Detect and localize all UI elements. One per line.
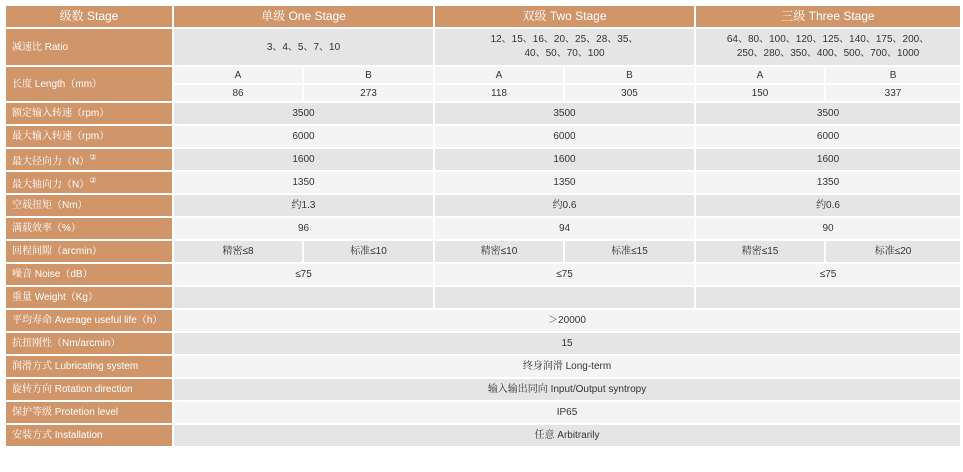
backlash-value: 精密≤8 [173,240,303,263]
no-load-torque-row [5,194,961,217]
length-value: 150 [695,84,825,102]
axial-force-value: 1350 [173,171,434,194]
weight-value [173,286,434,309]
life-row [5,309,961,332]
axial-force-value: 1350 [434,171,695,194]
length-letter: A [173,66,303,84]
no-load-torque-label: 空载扭矩（Nm） [5,194,173,217]
rated-speed-value: 3500 [434,102,695,125]
backlash-value: 精密≤10 [434,240,564,263]
header-row [5,5,961,28]
protection-row [5,401,961,424]
length-value: 305 [564,84,695,102]
radial-force-label-cell [5,148,173,171]
max-speed-value: 6000 [695,125,961,148]
backlash-value: 精密≤15 [695,240,825,263]
ratio-two-stage: 12、15、16、20、25、28、35、40、50、70、100 [434,28,695,66]
rigidity-row [5,332,961,355]
backlash-row [5,240,961,263]
axial-force-note: ② [89,174,97,185]
radial-force-value: 1600 [173,148,434,171]
protection-label: 保护等级 Protetion level [5,401,173,424]
rigidity-value: 15 [173,332,961,355]
radial-force-row [5,148,961,171]
noise-row [5,263,961,286]
axial-force-label-cell [5,171,173,194]
lubrication-row [5,355,961,378]
protection-value: IP65 [173,401,961,424]
radial-force-note: ② [89,151,97,162]
noise-label: 噪音 Noise（dB） [5,263,173,286]
spec-table [4,4,962,448]
efficiency-label: 满载效率（%） [5,217,173,240]
lubrication-value: 终身润滑 Long-term [173,355,961,378]
rated-speed-row [5,102,961,125]
length-letter: A [434,66,564,84]
length-value: 118 [434,84,564,102]
life-label: 平均寿命 Average useful life（h） [5,309,173,332]
efficiency-value: 94 [434,217,695,240]
no-load-torque-value: 约0.6 [695,194,961,217]
lubrication-label: 润滑方式 Lubricating system [5,355,173,378]
length-letter: B [564,66,695,84]
installation-label: 安装方式 Installation [5,424,173,447]
ratio-label: 减速比 Ratio [5,28,173,66]
noise-value: ≤75 [695,263,961,286]
max-speed-label: 最大输入转速（rpm） [5,125,173,148]
rated-speed-label: 额定输入转速（rpm） [5,102,173,125]
backlash-value: 标准≤15 [564,240,695,263]
length-value: 86 [173,84,303,102]
no-load-torque-value: 约0.6 [434,194,695,217]
backlash-value: 标准≤10 [303,240,434,263]
backlash-value: 标准≤20 [825,240,961,263]
installation-row [5,424,961,447]
max-speed-row [5,125,961,148]
efficiency-value: 96 [173,217,434,240]
no-load-torque-value: 约1.3 [173,194,434,217]
max-speed-value: 6000 [173,125,434,148]
radial-force-value: 1600 [434,148,695,171]
rated-speed-value: 3500 [695,102,961,125]
header-three-stage: 三级 Three Stage [695,5,961,28]
ratio-one-stage: 3、4、5、7、10 [173,28,434,66]
rotation-row [5,378,961,401]
header-two-stage: 双级 Two Stage [434,5,695,28]
header-one-stage: 单级 One Stage [173,5,434,28]
length-label: 长度 Length（mm） [5,66,173,102]
life-value: ＞20000 [173,309,961,332]
rotation-label: 旋转方向 Rotation direction [5,378,173,401]
max-speed-value: 6000 [434,125,695,148]
length-letter: A [695,66,825,84]
axial-force-value: 1350 [695,171,961,194]
weight-value [695,286,961,309]
efficiency-row [5,217,961,240]
rigidity-label: 抗扭刚性（Nm/arcmin） [5,332,173,355]
radial-force-value: 1600 [695,148,961,171]
header-stage-label: 级数 Stage [5,5,173,28]
weight-value [434,286,695,309]
length-letter-row [5,66,961,84]
weight-row [5,286,961,309]
backlash-label: 回程间隙（arcmin） [5,240,173,263]
axial-force-row [5,171,961,194]
noise-value: ≤75 [173,263,434,286]
length-letter: B [303,66,434,84]
axial-force-label: 最大轴向力（N） [12,179,90,191]
weight-label: 重量 Weight（Kg） [5,286,173,309]
radial-force-label: 最大径向力（N） [12,156,90,168]
length-letter: B [825,66,961,84]
efficiency-value: 90 [695,217,961,240]
rotation-value: 输入输出同向 Input/Output syntropy [173,378,961,401]
ratio-row [5,28,961,66]
length-value: 337 [825,84,961,102]
rated-speed-value: 3500 [173,102,434,125]
installation-value: 任意 Arbitrarily [173,424,961,447]
noise-value: ≤75 [434,263,695,286]
length-value: 273 [303,84,434,102]
ratio-three-stage: 64、80、100、120、125、140、175、200、250、280、350、400、500、700、1000 [695,28,961,66]
